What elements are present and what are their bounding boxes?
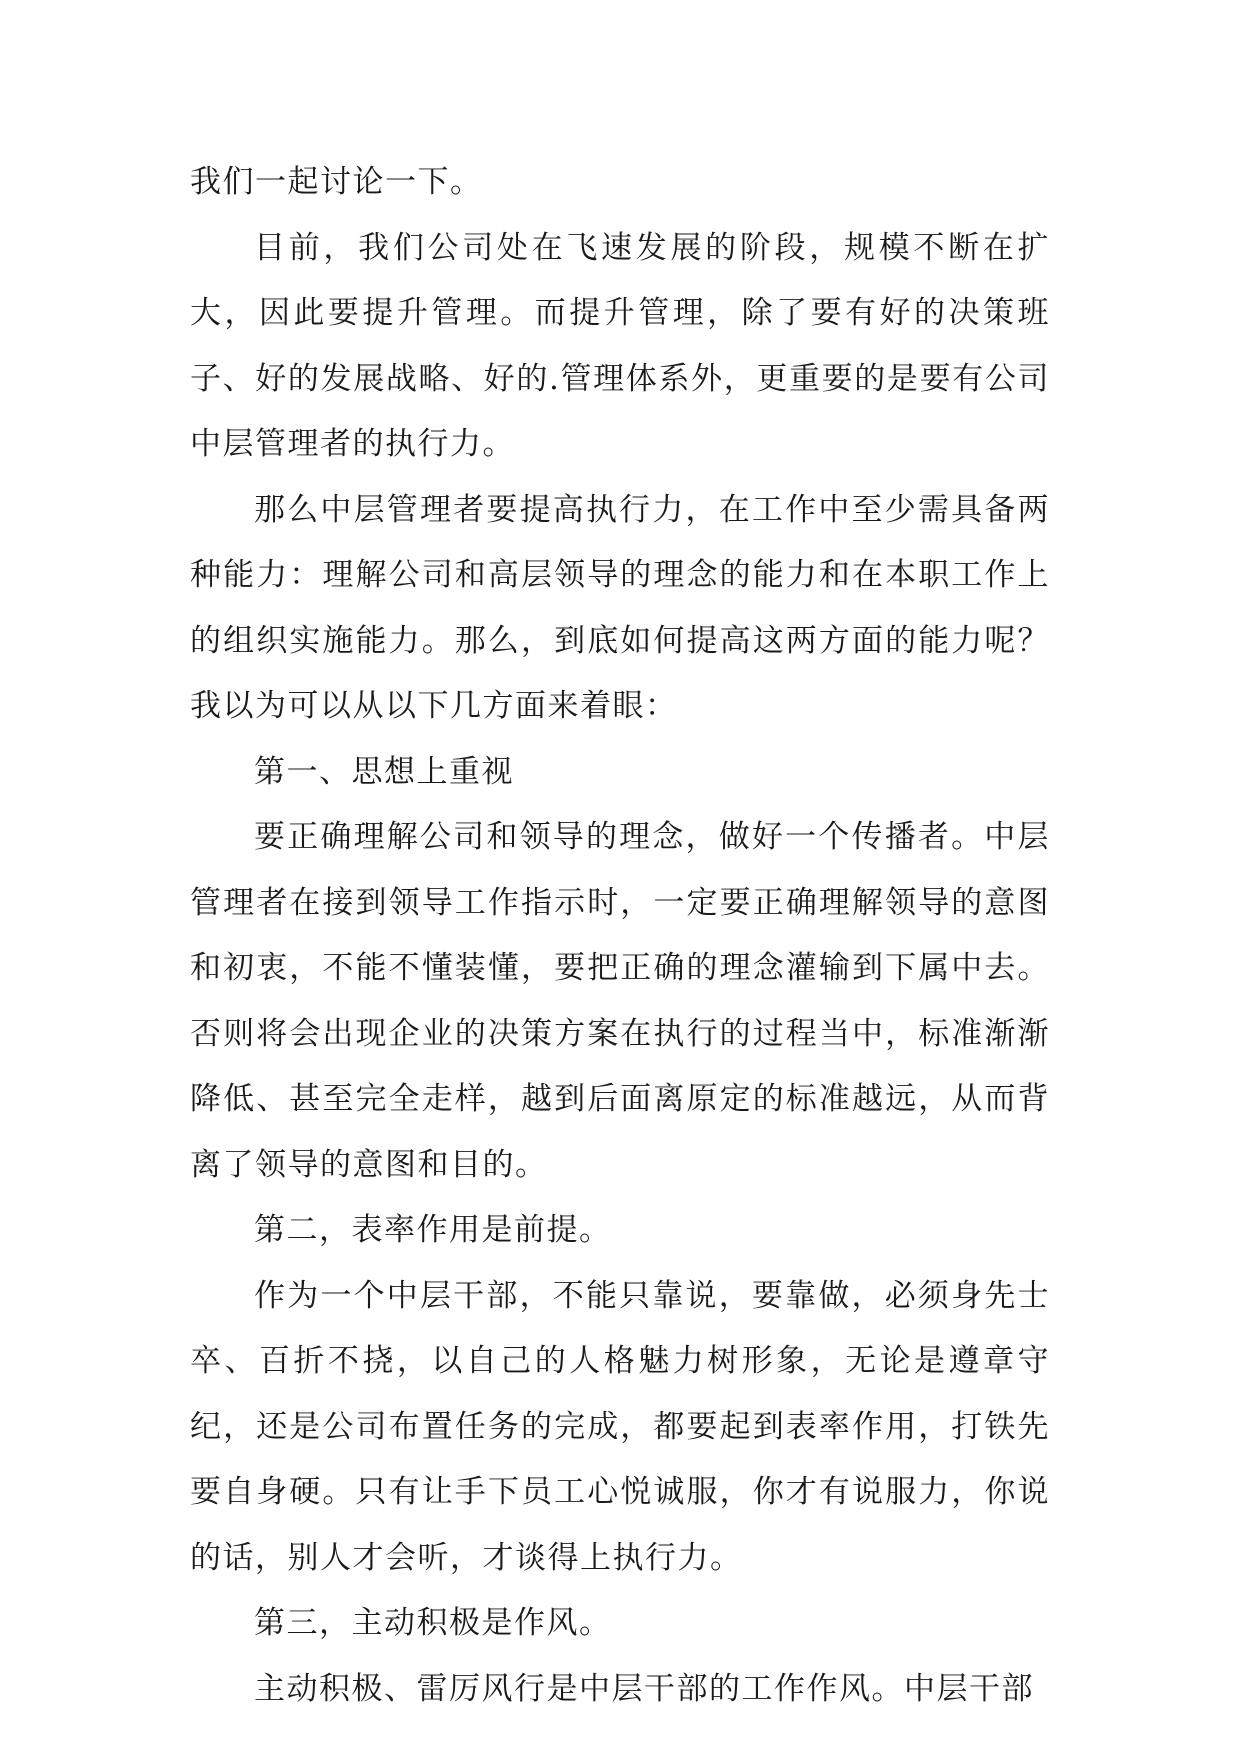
paragraph-two-abilities: 那么中层管理者要提高执行力，在工作中至少需具备两种能力：理解公司和高层领导的理念的能力和在本职工作上的组织实施能力。那么，到底如何提高这两方面的能力呢？我以为可以从以下几方面来着眼： [190,491,1050,724]
heading-point-one: 第一、思想上重视 [254,753,514,790]
paragraph-point-two: 作为一个中层干部，不能只靠说，要靠做，必须身先士卒、百折不挠，以自己的人格魅力树形象，无论是遵章守纪，还是公司布置任务的完成，都要起到表率作用，打铁先要自身硬。只有让手下员工心悦诚服，你才有说服力，你说的话，别人才会听，才谈得上执行力。 [190,1277,1050,1576]
heading-point-three: 第三，主动积极是作风。 [254,1605,612,1641]
paragraph-background: 目前，我们公司处在飞速发展的阶段，规模不断在扩大，因此要提升管理。而提升管理，除了要有好的决策班子、好的发展战略、好的.管理体系外，更重要的是要有公司中层管理者的执行力。 [190,229,1050,462]
paragraph-continuation: 我们一起讨论一下。 [190,164,483,200]
heading-point-two: 第二，表率作用是前提。 [254,1212,612,1248]
paragraph-point-one: 要正确理解公司和领导的理念，做好一个传播者。中层管理者在接到领导工作指示时，一定要正确理解领导的意图和初衷，不能不懂装懂，要把正确的理念灌输到下属中去。否则将会出现企业的决策方案在执行的过程当中，标准渐渐降低、甚至完全走样，越到后面离原定的标准越远，从而背离了领导的意图和目的。 [190,819,1050,1183]
document-body [190,150,1050,1722]
paragraph-point-three: 主动积极、雷厉风行是中层干部的工作作风。中层干部 [254,1670,1034,1707]
